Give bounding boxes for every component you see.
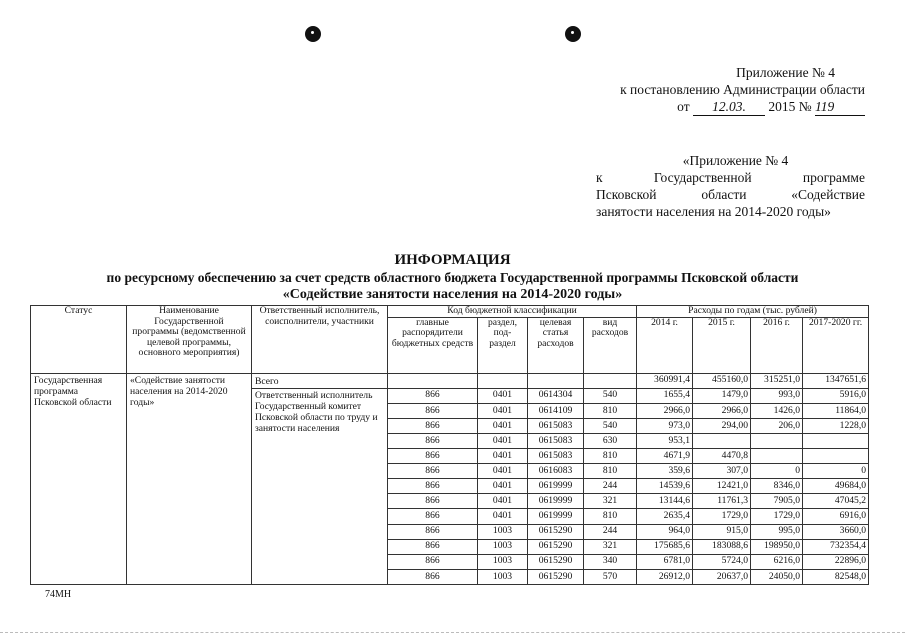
- cell-grbs: 866: [388, 539, 478, 554]
- cell-type: 321: [584, 539, 637, 554]
- cell-section: 0401: [478, 388, 528, 403]
- cell-y2017: 732354,4: [803, 539, 869, 554]
- cell-target: 0616083: [528, 464, 584, 479]
- cell-target: 0615290: [528, 524, 584, 539]
- cell-y2014: 13144,6: [637, 494, 693, 509]
- punch-hole-right: [565, 26, 581, 42]
- annex-program-line2: к Государственной программе: [596, 170, 865, 185]
- punch-hole-left: [305, 26, 321, 42]
- cell-y2014: 26912,0: [637, 569, 693, 584]
- cell-y2015: 915,0: [693, 524, 751, 539]
- cell-y2015: 20637,0: [693, 569, 751, 584]
- cell-type: 540: [584, 388, 637, 403]
- header-row-1: [31, 306, 869, 318]
- cell-y2016: 198950,0: [751, 539, 803, 554]
- cell-y2015: 2966,0: [693, 403, 751, 418]
- col-2016: 2016 г.: [751, 317, 803, 373]
- cell-y2016: 206,0: [751, 418, 803, 433]
- cell-grbs: 866: [388, 554, 478, 569]
- annex-number: 119: [815, 98, 865, 116]
- cell-section: 0401: [478, 509, 528, 524]
- cell-type: 244: [584, 479, 637, 494]
- cell-y2016: 6216,0: [751, 554, 803, 569]
- cell-y2015: 1729,0: [693, 509, 751, 524]
- cell-y2016: 995,0: [751, 524, 803, 539]
- cell-target: 0615083: [528, 449, 584, 464]
- cell-y2017: [803, 449, 869, 464]
- cell-target: 0615083: [528, 433, 584, 448]
- cell-type: 321: [584, 494, 637, 509]
- cell-y2014: 175685,6: [637, 539, 693, 554]
- annex-title: Приложение № 4: [736, 65, 835, 80]
- status-cell: Государственная программа Псковской области: [31, 373, 127, 584]
- cell-y2015: 183088,6: [693, 539, 751, 554]
- cell-y2016: 8346,0: [751, 479, 803, 494]
- cell-y2017: 82548,0: [803, 569, 869, 584]
- cell-y2017: 11864,0: [803, 403, 869, 418]
- col-section: раздел, под-раздел: [478, 317, 528, 373]
- cell-y2014: 14539,6: [637, 479, 693, 494]
- footer-code: 74МН: [45, 589, 72, 600]
- annex-date-line: от 12.03. 2015 № 119: [585, 98, 865, 116]
- total-2017: 1347651,6: [803, 373, 869, 388]
- cell-y2014: 2966,0: [637, 403, 693, 418]
- cell-type: 810: [584, 449, 637, 464]
- program-name-cell: «Содействие занятости населения на 2014-2020 годы»: [127, 373, 252, 584]
- cell-target: 0619999: [528, 494, 584, 509]
- annex-program-line3: Псковской области «Содействие: [596, 187, 865, 202]
- total-2016: 315251,0: [751, 373, 803, 388]
- cell-y2017: 47045,2: [803, 494, 869, 509]
- cell-y2015: 294,00: [693, 418, 751, 433]
- cell-y2017: 0: [803, 464, 869, 479]
- cell-y2015: 307,0: [693, 464, 751, 479]
- col-name: Наименование Государственной программы (ведомственной целевой программы, основного мероприятия): [127, 306, 252, 374]
- annex-program-title: «Приложение № 4: [682, 153, 789, 168]
- cell-type: 570: [584, 569, 637, 584]
- annex-block: [585, 64, 865, 116]
- total-2015: 455160,0: [693, 373, 751, 388]
- col-status: Статус: [31, 306, 127, 374]
- col-2017: 2017-2020 гг.: [803, 317, 869, 373]
- cell-type: 810: [584, 464, 637, 479]
- cell-y2016: 993,0: [751, 388, 803, 403]
- cell-y2014: 973,0: [637, 418, 693, 433]
- cell-type: 810: [584, 403, 637, 418]
- cell-y2014: 953,1: [637, 433, 693, 448]
- cell-grbs: 866: [388, 449, 478, 464]
- cell-y2015: 1479,0: [693, 388, 751, 403]
- cell-section: 0401: [478, 403, 528, 418]
- page-edge: [0, 632, 905, 633]
- col-2015: 2015 г.: [693, 317, 751, 373]
- cell-target: 0615290: [528, 539, 584, 554]
- cell-y2015: 11761,3: [693, 494, 751, 509]
- cell-grbs: 866: [388, 524, 478, 539]
- annex-date: 12.03.: [693, 98, 765, 116]
- cell-y2014: 6781,0: [637, 554, 693, 569]
- cell-target: 0614304: [528, 388, 584, 403]
- cell-section: 1003: [478, 524, 528, 539]
- cell-target: 0615290: [528, 554, 584, 569]
- cell-y2016: 24050,0: [751, 569, 803, 584]
- cell-y2017: 5916,0: [803, 388, 869, 403]
- cell-y2017: 22896,0: [803, 554, 869, 569]
- cell-y2016: [751, 449, 803, 464]
- cell-type: 340: [584, 554, 637, 569]
- cell-y2017: 3660,0: [803, 524, 869, 539]
- cell-y2017: 6916,0: [803, 509, 869, 524]
- col-2014: 2014 г.: [637, 317, 693, 373]
- cell-y2014: 359,6: [637, 464, 693, 479]
- cell-y2015: 4470,8: [693, 449, 751, 464]
- cell-section: 0401: [478, 494, 528, 509]
- resource-table: [30, 305, 869, 585]
- cell-y2016: 0: [751, 464, 803, 479]
- cell-target: 0619999: [528, 479, 584, 494]
- cell-grbs: 866: [388, 509, 478, 524]
- cell-grbs: 866: [388, 494, 478, 509]
- cell-section: 1003: [478, 539, 528, 554]
- cell-grbs: 866: [388, 418, 478, 433]
- cell-grbs: 866: [388, 479, 478, 494]
- cell-y2017: [803, 433, 869, 448]
- cell-y2014: 1655,4: [637, 388, 693, 403]
- cell-y2017: 1228,0: [803, 418, 869, 433]
- col-grbs: главные распорядители бюджетных средств: [388, 317, 478, 373]
- program-title: «Содействие занятости населения на 2014-2020 годы»: [282, 287, 623, 302]
- cell-type: 630: [584, 433, 637, 448]
- cell-grbs: 866: [388, 388, 478, 403]
- cell-section: 0401: [478, 479, 528, 494]
- cell-y2016: 1729,0: [751, 509, 803, 524]
- annex-program-line4: занятости населения на 2014-2020 годы»: [596, 204, 831, 219]
- cell-grbs: 866: [388, 403, 478, 418]
- cell-grbs: 866: [388, 569, 478, 584]
- cell-y2014: 4671,9: [637, 449, 693, 464]
- document-title: ИНФОРМАЦИЯ: [394, 252, 511, 268]
- cell-type: 244: [584, 524, 637, 539]
- cell-type: 810: [584, 509, 637, 524]
- cell-y2015: [693, 433, 751, 448]
- cell-grbs: 866: [388, 464, 478, 479]
- cell-section: 0401: [478, 418, 528, 433]
- cell-section: 0401: [478, 464, 528, 479]
- document-subtitle: по ресурсному обеспечению за счет средств областного бюджета Государственной программы Псковской области: [106, 270, 799, 285]
- cell-y2014: 964,0: [637, 524, 693, 539]
- cell-target: 0615290: [528, 569, 584, 584]
- cell-y2015: 12421,0: [693, 479, 751, 494]
- cell-y2015: 5724,0: [693, 554, 751, 569]
- col-expenses: Расходы по годам (тыс. рублей): [637, 306, 869, 318]
- cell-target: 0619999: [528, 509, 584, 524]
- total-label: Всего: [252, 373, 388, 388]
- cell-section: 1003: [478, 569, 528, 584]
- total-row: [31, 373, 869, 388]
- responsible-cell: Ответственный исполнитель Государственный комитет Псковской области по труду и занятости населения: [252, 388, 388, 584]
- cell-y2016: 1426,0: [751, 403, 803, 418]
- cell-y2016: 7905,0: [751, 494, 803, 509]
- cell-target: 0615083: [528, 418, 584, 433]
- total-2014: 360991,4: [637, 373, 693, 388]
- cell-y2016: [751, 433, 803, 448]
- cell-type: 540: [584, 418, 637, 433]
- col-responsible: Ответственный исполнитель, соисполнители, участники: [252, 306, 388, 374]
- col-budget-code: Код бюджетной классификации: [388, 306, 637, 318]
- cell-y2014: 2635,4: [637, 509, 693, 524]
- col-target: целевая статья расходов: [528, 317, 584, 373]
- col-type: вид расходов: [584, 317, 637, 373]
- cell-y2017: 49684,0: [803, 479, 869, 494]
- annex-program-block: [596, 152, 865, 220]
- cell-section: 1003: [478, 554, 528, 569]
- cell-section: 0401: [478, 433, 528, 448]
- cell-section: 0401: [478, 449, 528, 464]
- cell-grbs: 866: [388, 433, 478, 448]
- annex-decree: к постановлению Администрации области: [620, 82, 865, 97]
- cell-target: 0614109: [528, 403, 584, 418]
